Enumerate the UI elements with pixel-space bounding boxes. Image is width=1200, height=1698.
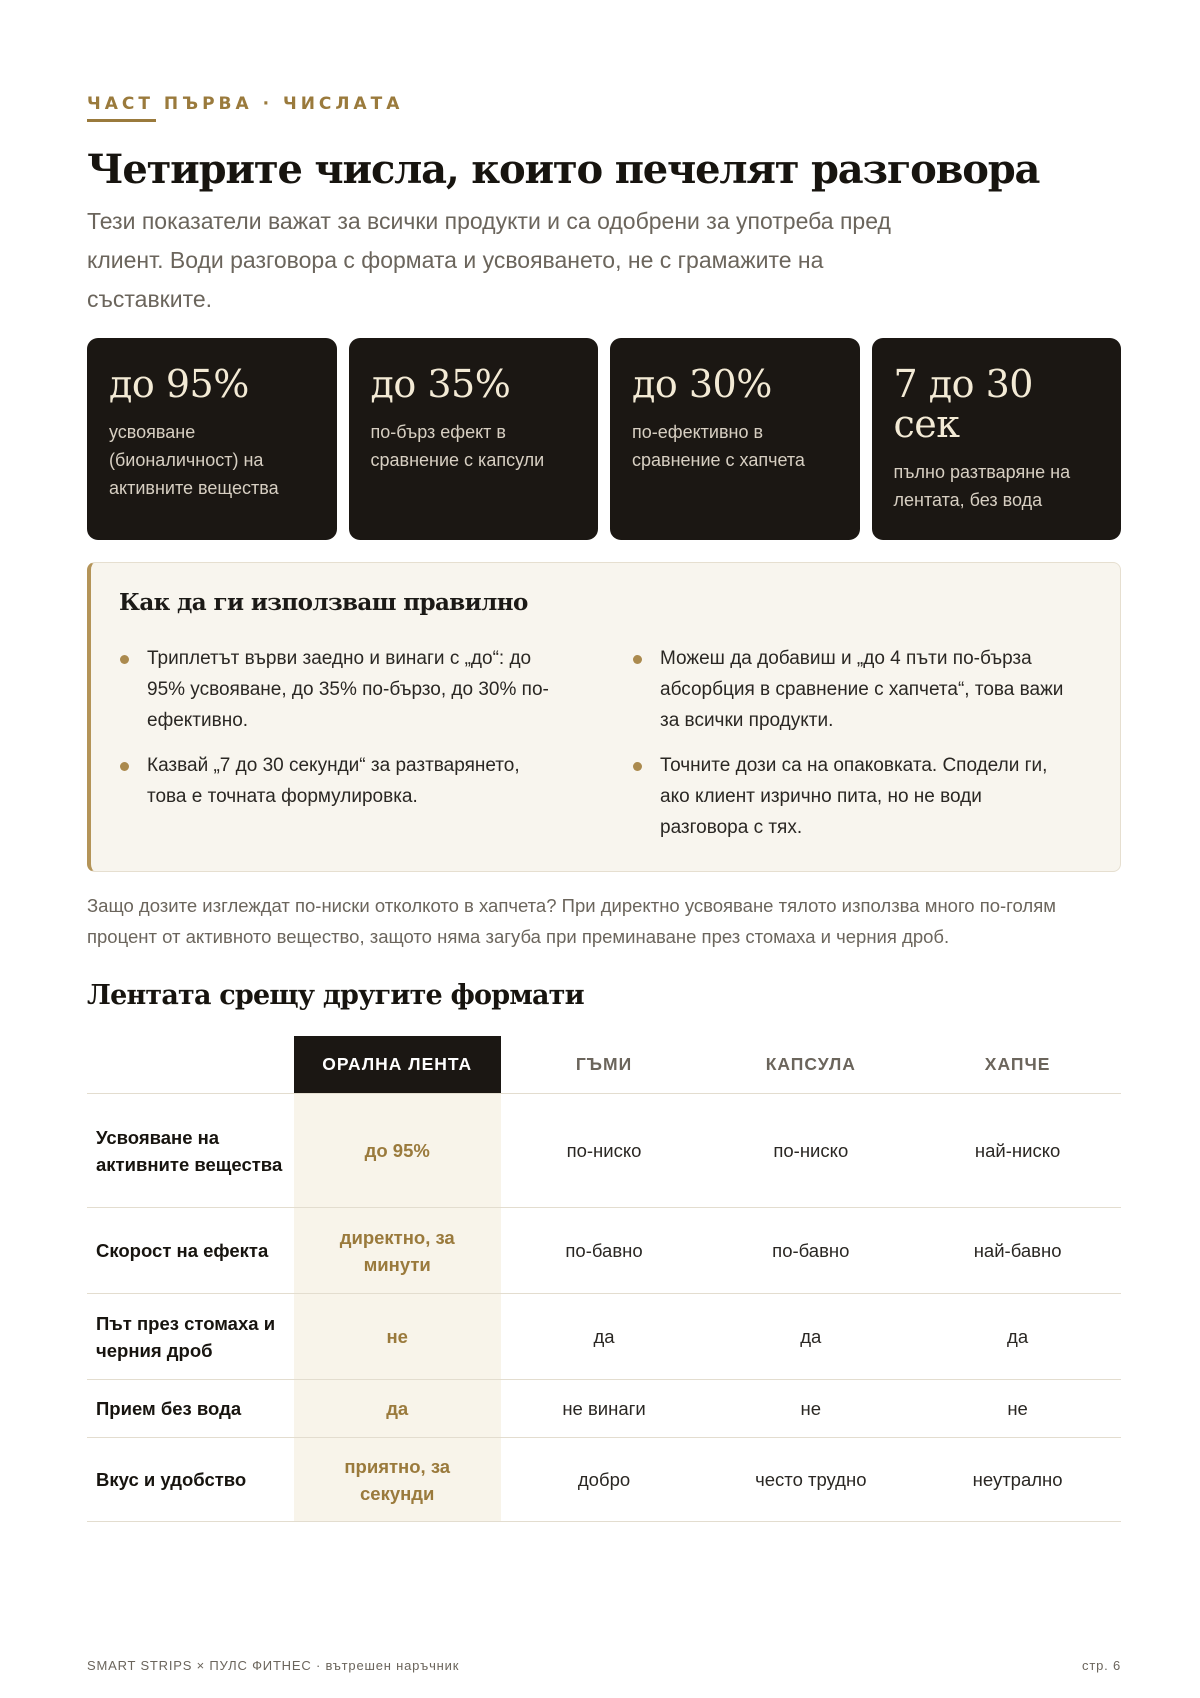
table-row (87, 1438, 1121, 1522)
table-cell: добро (577, 1469, 631, 1490)
column-header-oral-strip: ОРАЛНА ЛЕНТА (294, 1036, 501, 1093)
table-row (87, 1294, 1121, 1380)
section-eyebrow: ЧАСТ ПЪРВА · ЧИСЛАТА (87, 94, 404, 114)
table-row (87, 1094, 1121, 1208)
stat-card-efficiency (610, 338, 860, 540)
bullet-dot-icon (633, 762, 642, 771)
page-number: стр. 6 (1082, 1658, 1121, 1673)
table-cell: неутрално (972, 1469, 1063, 1490)
table-cell: най-ниско (974, 1140, 1061, 1161)
table-cell: често трудно (755, 1469, 867, 1490)
table-row (87, 1380, 1121, 1438)
table-cell: да (593, 1326, 615, 1347)
stat-card-speed (349, 338, 599, 540)
row-label: Вкус и удобство (96, 1469, 247, 1490)
stat-label: по-ефективно в сравнение с хапчета (632, 422, 805, 470)
row-label: Прием без вода (96, 1398, 242, 1419)
stat-value: до 95% (109, 362, 249, 406)
list-item (632, 643, 1072, 736)
bullet-dot-icon (120, 655, 129, 664)
eyebrow-underline (87, 119, 156, 122)
column-header-pill: ХАПЧЕ (984, 1054, 1051, 1074)
table-header-row (87, 1036, 1121, 1094)
stat-card-absorption (87, 338, 337, 540)
stat-value: 7 до 30 сек (893, 362, 1033, 446)
stat-value: до 35% (370, 362, 511, 406)
column-header-capsule: КАПСУЛА (765, 1054, 856, 1074)
table-cell: не (800, 1398, 822, 1419)
tip-title: Как да ги използваш правилно (119, 589, 528, 616)
table-cell: по-бавно (565, 1240, 643, 1261)
table-cell: не винаги (562, 1398, 646, 1419)
dose-explanation: Защо дозите изглеждат по-ниски отколкото в хапчета? При директно усвояване тялото използва много по-голям процент от активното вещество, защото няма загуба при преминаване през стомаха и черния дроб. (87, 895, 1056, 947)
list-item (119, 643, 559, 736)
stat-label: по-бърз ефект в сравнение с капсули (370, 422, 545, 470)
table-cell: да (1007, 1326, 1029, 1347)
bullet-dot-icon (633, 655, 642, 664)
usage-tip-box (87, 562, 1121, 872)
list-item (632, 750, 1072, 843)
row-label: Усвояване на активните вещества (96, 1126, 283, 1175)
table-cell-highlight: до 95% (364, 1140, 430, 1161)
row-label: Път през стомаха и черния дроб (96, 1312, 276, 1361)
column-header-gummies: ГЪМИ (575, 1054, 633, 1074)
comparison-title: Лентата срещу другите формати (87, 980, 584, 1011)
stat-cards (87, 338, 1121, 540)
bullet-dot-icon (120, 762, 129, 771)
table-cell-highlight: директно, за минути (339, 1226, 455, 1275)
table-cell: по-ниско (566, 1140, 642, 1161)
footer-brand: SMART STRIPS × ПУЛС ФИТНЕС · вътрешен наръчник (87, 1658, 460, 1673)
table-cell: по-ниско (773, 1140, 849, 1161)
list-item (119, 750, 559, 812)
stat-value: до 30% (632, 362, 772, 406)
list-item-text: Можеш да добавиш и „до 4 пъти по-бърза абсорбция в сравнение с хапчета“, това важи за всички продукти. (660, 648, 1064, 731)
stat-label: пълно разтваряне на лентата, без вода (893, 462, 1071, 510)
stat-card-dissolve (872, 338, 1122, 540)
comparison-table (87, 1036, 1121, 1522)
list-item-text: Точните дози са на опаковката. Сподели ги, ако клиент изрично пита, но не води разговора с тях. (660, 755, 1048, 838)
tip-column-right (632, 643, 1072, 857)
table-cell-highlight: приятно, за секунди (344, 1455, 451, 1504)
table-row (87, 1208, 1121, 1294)
table-cell: да (800, 1326, 822, 1347)
table-cell-highlight: да (386, 1398, 409, 1419)
table-cell: най-бавно (973, 1240, 1062, 1261)
table-cell: по-бавно (772, 1240, 850, 1261)
lead-paragraph: Тези показатели важат за всички продукти и са одобрени за употреба пред клиент. Води разговора с формата и усвояването, не с грамажите на съставките. (87, 208, 891, 312)
list-item-text: Казвай „7 до 30 секунди“ за разтварянето, това е точната формулировка. (147, 755, 520, 807)
table-cell-highlight: не (386, 1326, 408, 1347)
row-label: Скорост на ефекта (96, 1240, 269, 1261)
page-title: Четирите числа, които печелят разговора (87, 146, 1040, 193)
stat-label: усвояване (бионаличност) на активните вещества (109, 422, 279, 498)
list-item-text: Триплетът върви заедно и винаги с „до“: до 95% усвояване, до 35% по-бързо, до 30% по-ефективно. (147, 648, 549, 731)
tip-column-left (119, 643, 559, 826)
column-header-empty (87, 1036, 294, 1093)
table-cell: не (1007, 1398, 1028, 1419)
